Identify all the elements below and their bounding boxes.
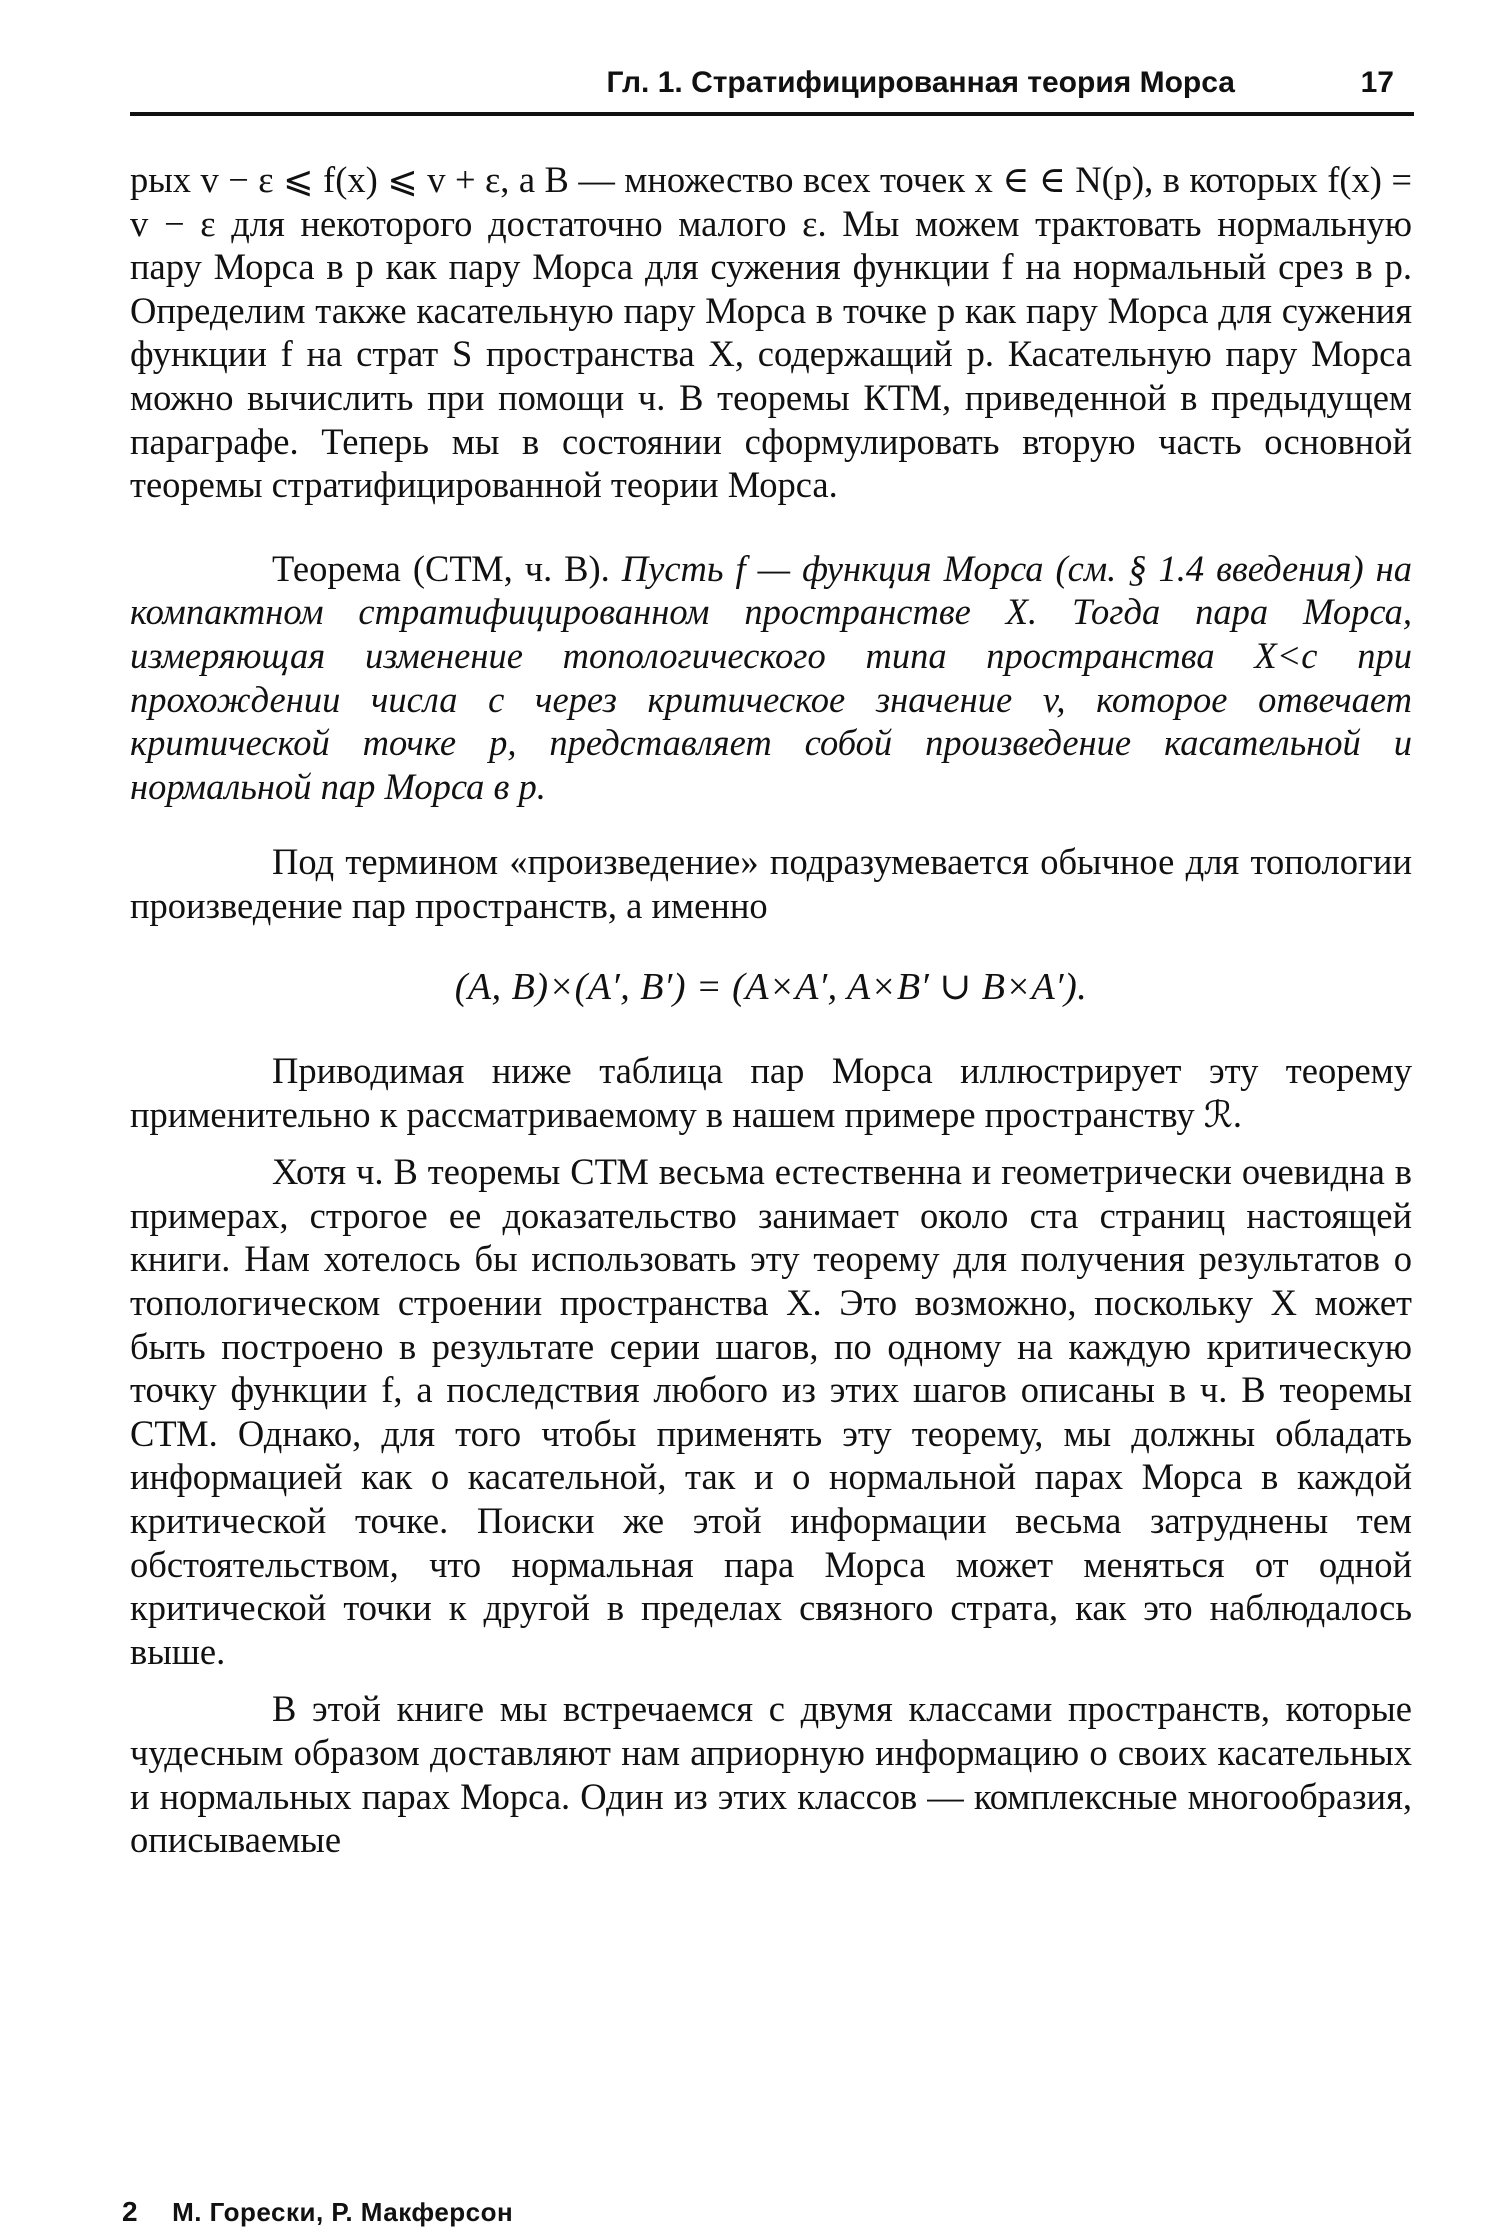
paragraph-continuation: рых v − ε ⩽ f(x) ⩽ v + ε, а B — множество всех точек x ∈ ∈ N(p), в которых f(x) = v − ε для некоторого достаточно малого ε. Мы можем трактовать нормальную пару Морса в p как пару Морса для сужения функции f на нормальный срез в p. Определим также касательную пару Морса в точке p как пару Морса для сужения функции f на страт S пространства X, содержащий p. Касательную пару Морса можно вычислить при помощи ч. B теоремы КТМ, приведенной в предыдущем параграфе. Теперь мы в состоянии сформулировать вторую часть основной теоремы стратифицированной теории Морса. (130, 159, 1412, 506)
running-title: Гл. 1. Стратифицированная теория Морса (606, 66, 1235, 99)
theorem (130, 547, 1412, 809)
running-head (130, 62, 1410, 112)
paragraph-proof-remark: Хотя ч. B теоремы СТМ весьма естественна и геометрически очевидна в примерах, строгое ее доказательство занимает около ста страниц настоящей книги. Нам хотелось бы использовать эту теорему для получения результатов о топологическом строении пространства X. Это возможно, поскольку X может быть построено в результате серии шагов, по одному на каждую критическую точку функции f, а последствия любого из этих шагов описаны в ч. B теоремы СТМ. Однако, для того чтобы применять эту теорему, мы должны обладать информацией как о касательной, так и о нормальной парах Морса в каждой критической точке. Поиски же этой информации весьма затруднены тем обстоятельством, что нормальная пара Морса может меняться от одной критической точки к другой в пределах связного страта, как это наблюдалось выше. (130, 1151, 1412, 1672)
theorem-label: Теорема (СТМ, ч. B). (272, 547, 610, 589)
product-formula: (A, B)×(A′, B′) = (A×A′, A×B′ ∪ B×A′). (454, 965, 1088, 1008)
header-rule (130, 112, 1414, 116)
footer-authors: М. Горески, Р. Макферсон (172, 2197, 514, 2227)
signature-number: 2 (122, 2196, 139, 2227)
body-text (130, 158, 1412, 1862)
paragraph-table-intro: Приводимая ниже таблица пар Морса иллюстрирует эту теорему применительно к рассматриваемому в нашем примере пространству ℛ. (130, 1050, 1412, 1135)
theorem-statement: Пусть f — функция Морса (см. § 1.4 введения) на компактном стратифицированном пространстве X. Тогда пара Морса, измеряющая изменение топологического типа пространства X<c при прохождении числа c через критическое значение v, которое отвечает критической точке p, представляет собой произведение касательной и нормальной пар Морса в p. (130, 547, 1412, 807)
paragraph-product: Под термином «произведение» подразумевается обычное для топологии произведение пар пространств, а именно (130, 841, 1412, 926)
footer-signature (122, 2196, 513, 2228)
page-number: 17 (1360, 66, 1394, 99)
paragraph-classes: В этой книге мы встречаемся с двумя классами пространств, которые чудесным образом доставляют нам априорную информацию о своих касательных и нормальных парах Морса. Один из этих классов — комплексные многообразия, описываемые (130, 1688, 1412, 1861)
